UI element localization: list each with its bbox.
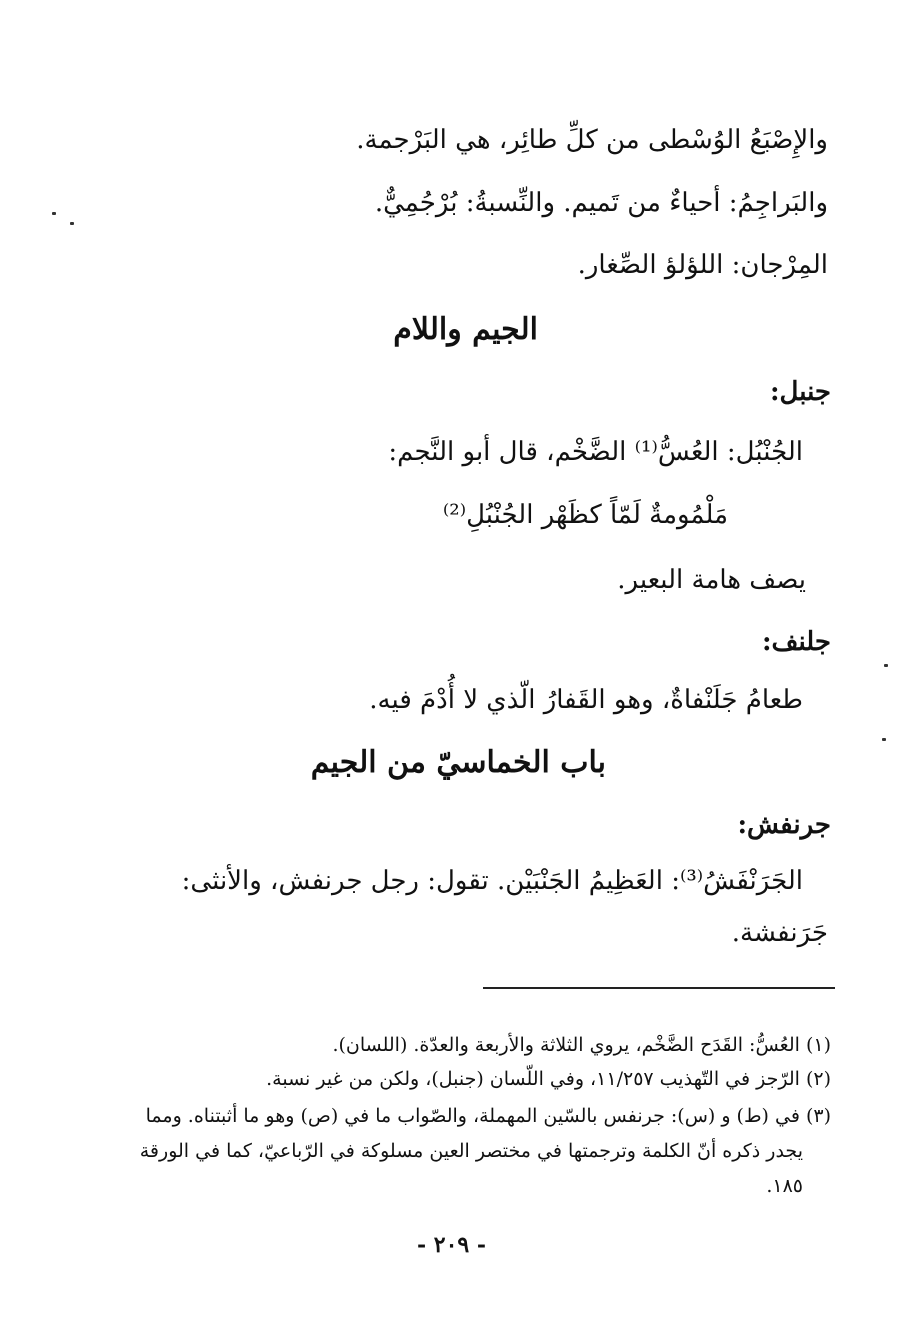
text-line-3: المِرْجان: اللؤلؤ الصِّغار. [577, 250, 828, 280]
scan-speck [882, 738, 886, 741]
page-number: - ٢٠٩ - [416, 1232, 487, 1258]
verse-quotation: مَلْمُومةٌ لَمّاً كظَهْر الجُنْبُلِ⁽²⁾ [442, 500, 728, 530]
text-line-2: والبَراجِمُ: أحياءٌ من تَميم. والنِّسبةُ: بُرْجُمِيٌّ. [374, 188, 828, 218]
footnote-1: (١) العُسُّ: القَدَح الضَّخْم، يروي الثلاثة والأربعة والعدّة. (اللسان). [332, 1034, 831, 1056]
footnote-3-line-1: (٣) في (ط) و (س): جرنفس بالسّين المهملة، والصّواب ما في (ص) وهو ما أثبتناه. ومما [145, 1105, 831, 1127]
scan-speck [52, 212, 56, 215]
scan-speck [70, 222, 74, 225]
entry-term-jalnaf: جلنف: [761, 627, 831, 657]
footnote-2: (٢) الرّجز في التّهذيب ١١/٢٥٧، وفي اللّسان (جنبل)، ولكن من غير نسبة. [266, 1068, 831, 1090]
entry-definition-jaranfash-cont: جَرَنفشة. [731, 918, 828, 948]
footnote-separator [483, 987, 835, 989]
entry-definition-jaranfash: الجَرَنْفَشُ⁽³⁾: العَظِيمُ الجَنْبَيْن. تقول: رجل جرنفش، والأنثى: [181, 866, 803, 896]
entry-definition-jalnaf: طعامُ جَلَنْفاةٌ، وهو القَفارُ الّذي لا أُدْمَ فيه. [369, 685, 803, 715]
entry-term-janbal: جنبل: [769, 377, 831, 407]
section-heading-jim-lam: الجيم واللام [393, 312, 538, 347]
text-line-1: والإِصْبَعُ الوُسْطى من كلِّ طائِر، هي البَرْجمة. [356, 125, 828, 155]
entry-term-jaranfash: جرنفش: [737, 810, 831, 840]
footnote-3-line-3: ١٨٥. [766, 1175, 803, 1197]
section-heading-khumasi: باب الخماسيّ من الجيم [310, 745, 606, 780]
footnote-3-line-2: يجدر ذكره أنّ الكلمة وترجمتها في مختصر العين مسلوكة في الرّباعيّ، كما في الورقة [139, 1140, 803, 1162]
scan-speck [884, 664, 888, 667]
entry-definition-janbal: الجُنْبُل: العُسُّ⁽¹⁾ الضَّخْم، قال أبو النَّجم: [388, 437, 803, 467]
entry-note-janbal: يصف هامة البعير. [617, 565, 806, 595]
